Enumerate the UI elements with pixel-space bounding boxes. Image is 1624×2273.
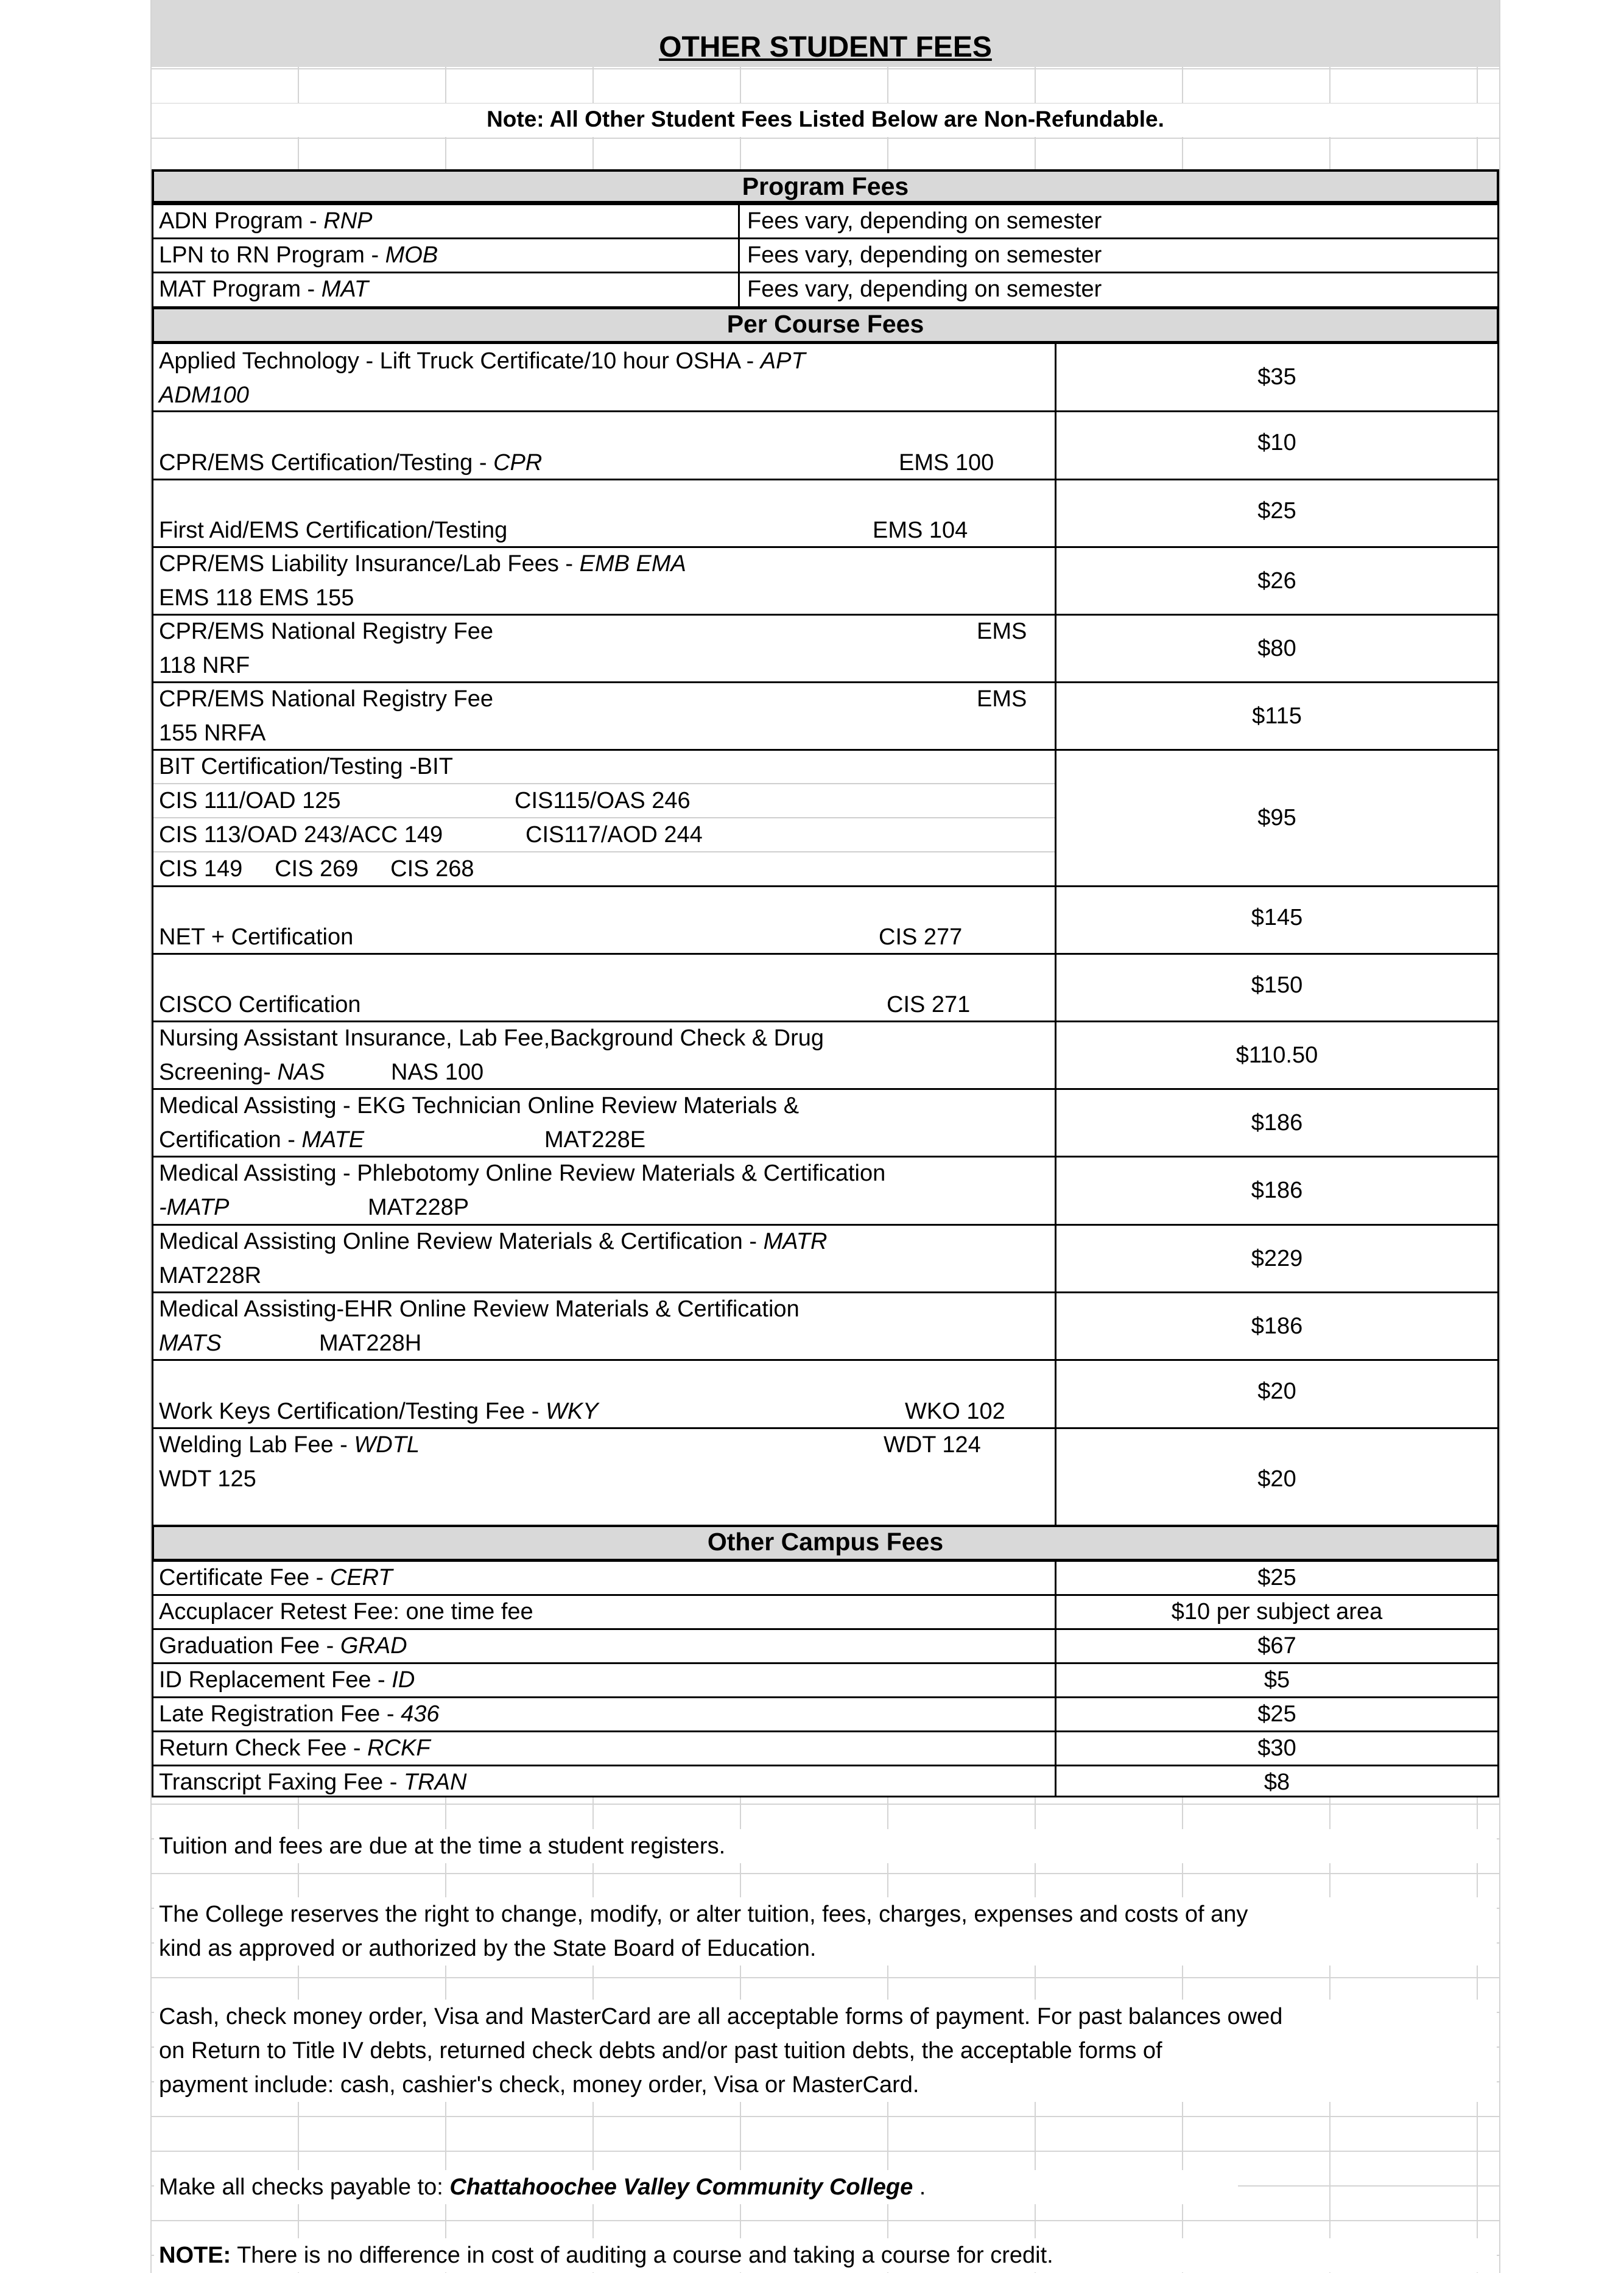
program-fees-heading: Program Fees (152, 169, 1499, 203)
course-line: CPR/EMS National Registry Fee (159, 619, 494, 644)
fee-amount: $5 (1264, 1667, 1290, 1693)
course-number: EMS 100 (899, 450, 994, 476)
course-line: CPR/EMS National Registry Fee (159, 686, 494, 712)
fee-name: Graduation Fee - (159, 1633, 340, 1659)
fee-code: GRAD (340, 1633, 407, 1659)
course-text: CPR/EMS Certification/Testing - (159, 450, 494, 476)
course-number: EMS (977, 619, 1027, 644)
course-line (159, 1433, 420, 1456)
course-code: -MATP (159, 1195, 230, 1220)
fee-code: RNP (323, 208, 373, 234)
course-line: CIS 113/OAD 243/ACC 149 (159, 822, 443, 848)
fee-amount: Fees vary, depending on semester (747, 276, 1102, 302)
fee-name: Return Check Fee - (159, 1735, 368, 1761)
fee-name: MAT Program - (159, 276, 322, 302)
course-line: CIS115/OAS 246 (515, 788, 691, 813)
fee-code: MAT (321, 276, 369, 302)
fee-amount: $26 (1257, 567, 1296, 594)
fee-name: Transcript Faxing Fee - (159, 1769, 404, 1795)
payment-line: Cash, check money order, Visa and MasterCard are all acceptable forms of payment. For past balances owed (159, 2004, 1283, 2029)
checks-text: . (913, 2174, 926, 2200)
row-divider (152, 1628, 1499, 1630)
fee-name: ADN Program - (159, 208, 324, 234)
non-refundable-note: Note: All Other Student Fees Listed Below are Non-Refundable. (487, 107, 1164, 132)
course-number: WKO 102 (905, 1399, 1005, 1424)
course-number: MAT228P (368, 1195, 469, 1220)
course-code: MATR (763, 1229, 828, 1254)
fee-amount: $67 (1257, 1633, 1296, 1659)
course-code: CPR (493, 450, 543, 476)
course-text: Work Keys Certification/Testing Fee - (159, 1399, 546, 1424)
fee-amount: $20 (1257, 1466, 1296, 1492)
course-line: CIS 111/OAD 125 (159, 788, 341, 813)
per-course-fees-heading: Per Course Fees (152, 307, 1499, 343)
table-row (159, 1668, 415, 1692)
fee-code: TRAN (403, 1769, 467, 1795)
course-line: First Aid/EMS Certification/Testing (159, 518, 508, 543)
course-line: BIT Certification/Testing -BIT (159, 754, 453, 779)
fee-amount: $20 (1257, 1378, 1296, 1404)
course-code: ADM100 (159, 382, 249, 408)
course-line (159, 552, 686, 575)
table-row (159, 1737, 431, 1760)
row-divider (152, 1662, 1499, 1664)
course-code: APT (760, 348, 806, 374)
course-line (159, 1400, 599, 1423)
course-line (159, 350, 806, 373)
fee-amount: $25 (1257, 1701, 1296, 1727)
fee-amount: $150 (1251, 972, 1303, 998)
fee-amount: $25 (1257, 1565, 1296, 1590)
course-text: Applied Technology - Lift Truck Certificate/10 hour OSHA - (159, 348, 761, 374)
course-code: NAS (277, 1059, 325, 1085)
table-row (159, 244, 438, 267)
table-row (159, 1771, 466, 1794)
course-line: 118 NRF (159, 653, 250, 678)
course-line: CISCO Certification (159, 992, 361, 1017)
course-line (159, 1061, 325, 1084)
checks-note (154, 2170, 1238, 2204)
fee-sheet (150, 0, 1500, 2273)
course-number: MAT228H (319, 1330, 422, 1356)
course-code: MATS (159, 1330, 222, 1356)
fee-code: ID (392, 1667, 415, 1693)
fee-code: RCKF (367, 1735, 431, 1761)
course-number: CIS 277 (879, 924, 963, 950)
table-row (159, 209, 373, 233)
fee-name: ID Replacement Fee - (159, 1667, 392, 1693)
table-row (159, 1702, 440, 1726)
course-text: Welding Lab Fee - (159, 1432, 354, 1458)
fee-name: LPN to RN Program - (159, 242, 385, 268)
row-divider (152, 1765, 1499, 1766)
page-title: OTHER STUDENT FEES (659, 31, 992, 63)
fee-amount: $25 (1257, 497, 1296, 524)
course-code: EMB EMA (579, 551, 686, 577)
course-line (159, 1230, 827, 1253)
payment-note (154, 2000, 1497, 2102)
fee-amount: $145 (1251, 904, 1303, 930)
fee-name: Late Registration Fee - (159, 1701, 401, 1727)
row-divider (152, 1696, 1499, 1698)
fee-amount: $80 (1257, 635, 1296, 661)
course-code: MATE (301, 1127, 365, 1153)
fee-code: CERT (329, 1565, 393, 1590)
table-row (159, 1600, 533, 1623)
course-line: Medical Assisting - EKG Technician Online Review Materials & (159, 1093, 800, 1119)
course-code: WDTL (354, 1432, 420, 1458)
course-text: Screening- (159, 1059, 278, 1085)
audit-text: There is no difference in cost of auditing a course and taking a course for credit. (231, 2243, 1053, 2268)
course-line: EMS 118 EMS 155 (159, 585, 354, 611)
fee-amount: $10 per subject area (1171, 1599, 1383, 1625)
course-number: NAS 100 (391, 1059, 484, 1085)
audit-note (154, 2238, 1497, 2272)
fee-amount: $35 (1257, 364, 1296, 390)
course-line: Medical Assisting-EHR Online Review Materials & Certification (159, 1296, 800, 1322)
fee-amount: Fees vary, depending on semester (747, 242, 1102, 268)
fee-amount: $186 (1251, 1313, 1303, 1339)
other-campus-fees-heading: Other Campus Fees (152, 1525, 1499, 1561)
payee-name: Chattahoochee Valley Community College (449, 2174, 913, 2200)
fee-amount: $186 (1251, 1109, 1303, 1136)
course-line: CIS 149 CIS 269 CIS 268 (159, 856, 474, 882)
course-text: Certification - (159, 1127, 302, 1153)
course-number: EMS 104 (873, 518, 968, 543)
payment-line: on Return to Title IV debts, returned check debts and/or past tuition debts, the acceptable forms of (159, 2038, 1162, 2064)
other-campus-fees-table (152, 1525, 1499, 1797)
payment-line: payment include: cash, cashier's check, money order, Visa or MasterCard. (159, 2072, 919, 2098)
column-divider (738, 203, 740, 308)
course-number: CIS 271 (887, 992, 971, 1017)
course-code: WKY (545, 1399, 599, 1424)
row-divider (152, 1594, 1499, 1596)
course-number: MAT228E (544, 1127, 646, 1153)
course-line: CIS117/AOD 244 (526, 822, 703, 848)
table-row (159, 1634, 407, 1657)
fee-amount: $8 (1264, 1769, 1290, 1795)
fee-amount: Fees vary, depending on semester (747, 208, 1102, 234)
fee-name: Certificate Fee - (159, 1565, 330, 1590)
fee-amount: $110.50 (1236, 1042, 1318, 1068)
fee-code: MOB (385, 242, 438, 268)
row-divider (152, 237, 1499, 239)
table-row (159, 278, 368, 301)
course-number: WDT 124 (884, 1432, 981, 1458)
program-fees-table (152, 169, 1499, 308)
row-divider (152, 1730, 1499, 1732)
inner-gridline (153, 817, 1055, 818)
rights-line: kind as approved or authorized by the State Board of Education. (159, 1936, 817, 1961)
course-line: NET + Certification (159, 924, 354, 950)
fee-amount: $186 (1251, 1178, 1303, 1203)
inner-gridline (153, 783, 1055, 784)
course-text: CPR/EMS Liability Insurance/Lab Fees - (159, 551, 580, 577)
fee-amount: $115 (1252, 703, 1302, 729)
audit-label: NOTE: (159, 2243, 231, 2268)
table-row (159, 1566, 393, 1589)
fee-name: Accuplacer Retest Fee: one time fee (159, 1599, 533, 1625)
fee-amount: $30 (1257, 1735, 1296, 1761)
rights-line: The College reserves the right to change, modify, or alter tuition, fees, charges, expenses and costs of any (159, 1902, 1248, 1927)
course-number: EMS (977, 686, 1027, 712)
course-text: Medical Assisting Online Review Materials & Certification - (159, 1229, 764, 1254)
course-line: WDT 125 (159, 1466, 256, 1492)
course-line: Nursing Assistant Insurance, Lab Fee,Background Check & Drug (159, 1025, 824, 1051)
course-line: MAT228R (159, 1263, 262, 1288)
fee-amount: $229 (1251, 1245, 1303, 1271)
rights-note (154, 1897, 1497, 1966)
inner-gridline (153, 851, 1055, 852)
fee-amount: $95 (1257, 805, 1296, 831)
course-line: 155 NRFA (159, 720, 266, 746)
course-line (159, 1128, 364, 1151)
row-divider (152, 272, 1499, 273)
due-note: Tuition and fees are due at the time a student registers. (154, 1829, 1497, 1863)
checks-text: Make all checks payable to: (159, 2174, 450, 2200)
course-line: Medical Assisting - Phlebotomy Online Review Materials & Certification (159, 1161, 886, 1186)
per-course-fees-table (152, 307, 1499, 1529)
course-line (159, 451, 542, 474)
fee-amount: $10 (1257, 429, 1296, 455)
fee-code: 436 (401, 1701, 440, 1727)
